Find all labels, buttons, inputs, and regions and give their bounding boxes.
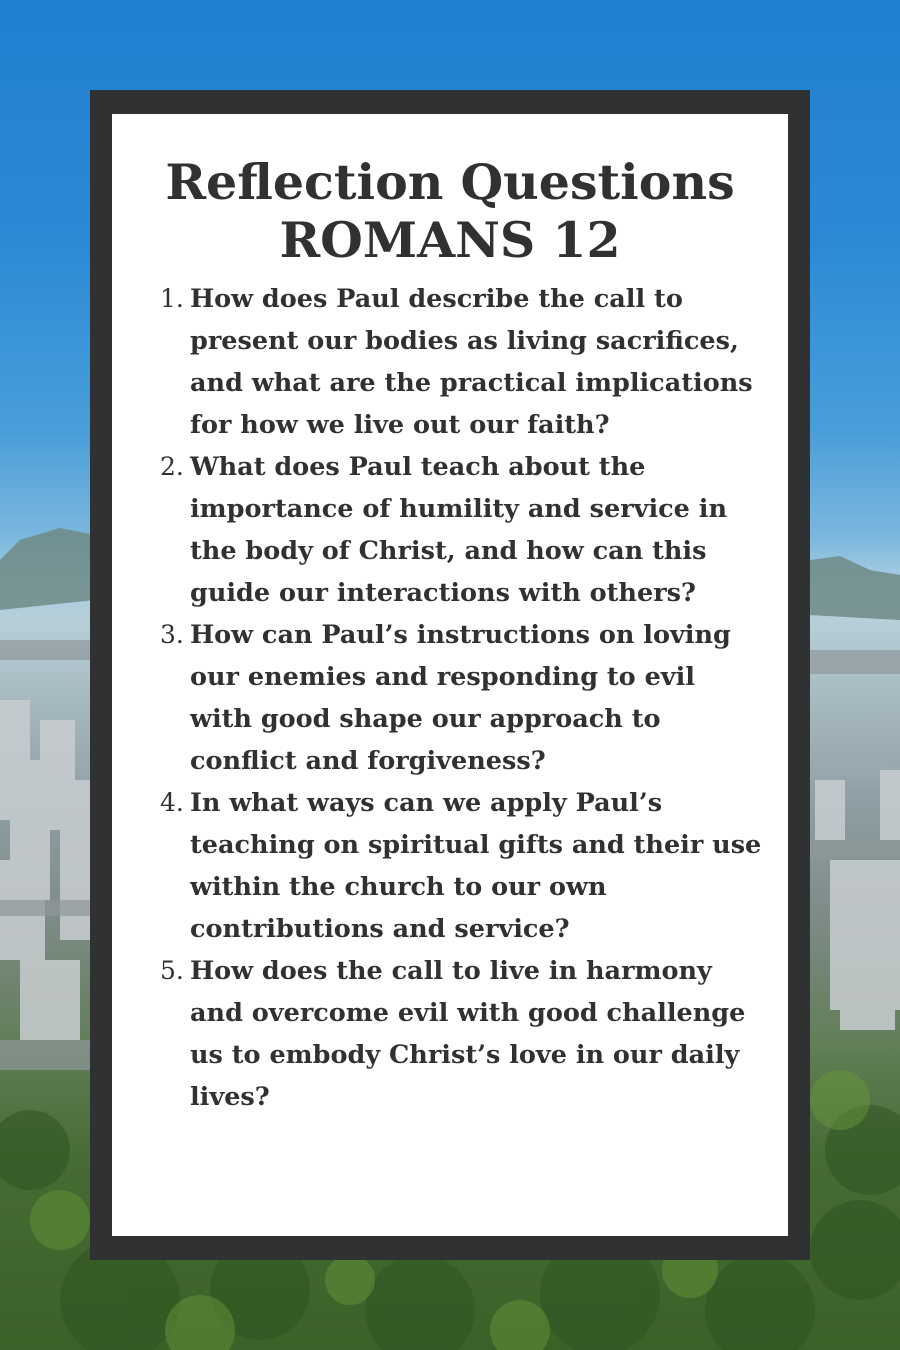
page-subtitle: ROMANS 12 (279, 210, 621, 269)
question-item (160, 278, 762, 446)
question-item (160, 614, 762, 782)
question-item (160, 446, 762, 614)
question-number: 1. (160, 283, 184, 313)
question-text: How does Paul describe the call to present our bodies as living sacrifices, and what are the practical implications for how we live out our faith? (190, 283, 753, 440)
reflection-card (112, 114, 788, 1236)
question-number: 4. (160, 787, 184, 817)
page-title: Reflection Questions (165, 153, 735, 211)
question-text: What does Paul teach about the importance of humility and service in the body of Christ, and how can this guide our interactions with others? (190, 451, 728, 608)
question-item (160, 782, 762, 950)
question-list (112, 278, 788, 1118)
question-number: 2. (160, 451, 184, 481)
question-text: How can Paul’s instructions on loving our enemies and responding to evil with good shape our approach to conflict and forgiveness? (190, 619, 731, 776)
question-item (160, 950, 762, 1118)
question-text: In what ways can we apply Paul’s teaching on spiritual gifts and their use within the church to our own contributions and service? (190, 787, 762, 944)
question-number: 5. (160, 955, 184, 985)
question-text: How does the call to live in harmony and overcome evil with good challenge us to embody Christ’s love in our daily lives? (190, 955, 746, 1112)
question-number: 3. (160, 619, 184, 649)
